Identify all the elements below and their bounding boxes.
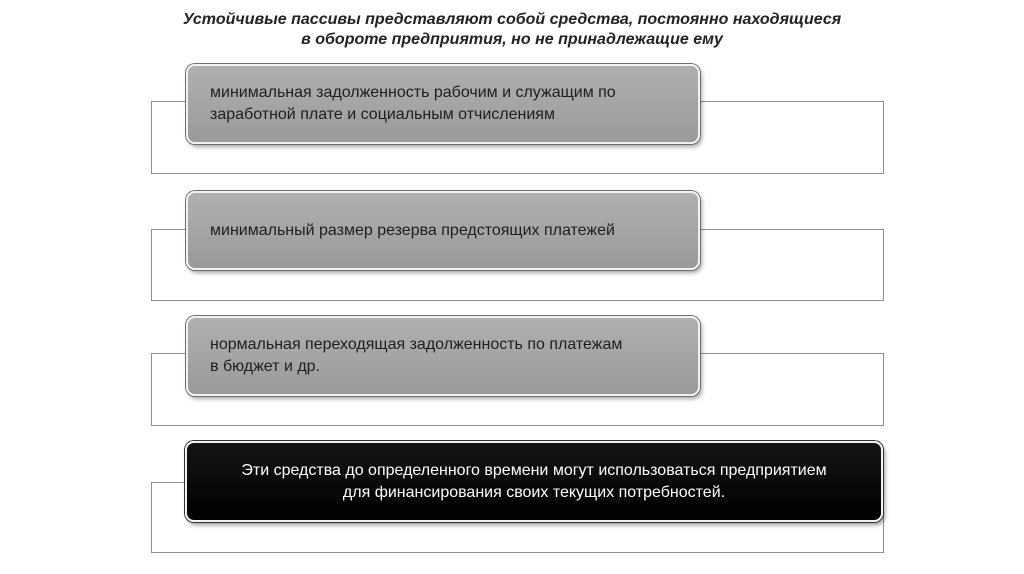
- conclusion-box: [185, 441, 883, 522]
- conclusion-line-1: Эти средства до определенного времени могут использоваться предприятием: [241, 461, 827, 479]
- item-3-line-1: нормальная переходящая задолженность по платежам: [210, 336, 623, 353]
- item-1-box: [186, 64, 700, 144]
- item-3-line-2: в бюджет и др.: [210, 358, 320, 375]
- item-3-box: [186, 316, 700, 396]
- title-line-2: в обороте предприятия, но не принадлежащие ему: [301, 31, 723, 48]
- conclusion-line-2: для финансирования своих текущих потребностей.: [342, 483, 726, 501]
- item-1-line-2: заработной плате и социальным отчислениям: [210, 106, 555, 123]
- diagram-title: [112, 10, 912, 50]
- item-2-line-1: минимальный размер резерва предстоящих платежей: [210, 221, 615, 239]
- title-line-1: Устойчивые пассивы представляют собой средства, постоянно находящиеся: [182, 11, 842, 28]
- item-1-line-1: минимальная задолженность рабочим и служащим по: [210, 84, 616, 101]
- item-2-box: [186, 191, 700, 270]
